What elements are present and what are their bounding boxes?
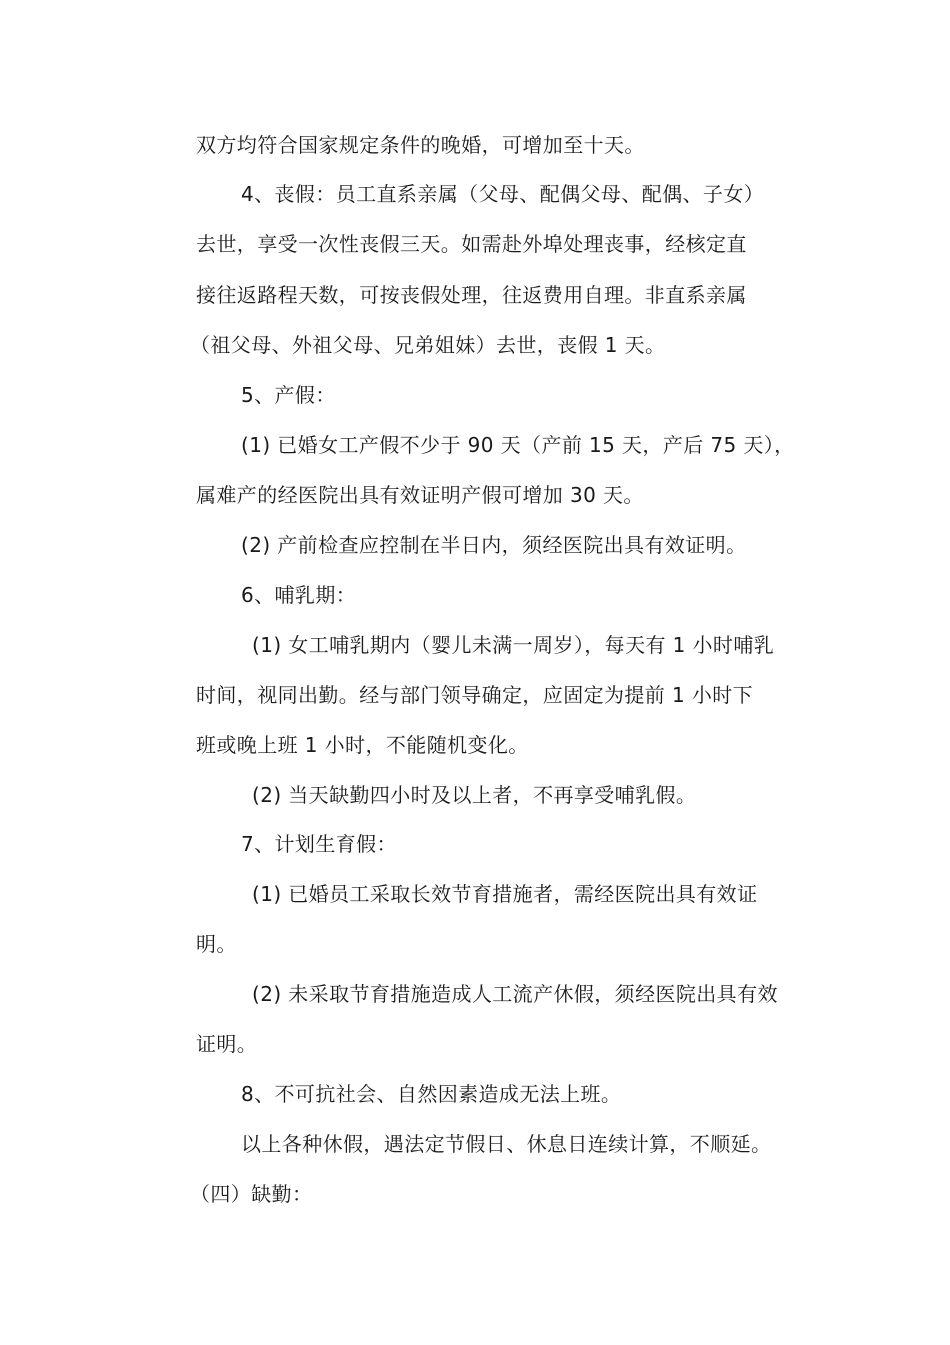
text-line: (2) 当天缺勤四小时及以上者，不再享受哺乳假。 [252, 783, 697, 807]
text-line: 8、不可抗社会、自然因素造成无法上班。 [241, 1082, 622, 1106]
text-line: 双方均符合国家规定条件的晚婚，可增加至十天。 [196, 133, 645, 157]
text-line: (2) 未采取节育措施造成人工流产休假，须经医院出具有效 [252, 982, 778, 1006]
text-line: （四）缺勤： [190, 1182, 313, 1206]
text-line: (1) 已婚女工产假不少于 90 天（产前 15 天，产后 75 天）， [241, 433, 795, 457]
text-line: 去世，享受一次性丧假三天。如需赴外埠处理丧事，经核定直 [196, 232, 747, 256]
text-line: (2) 产前检查应控制在半日内，须经医院出具有效证明。 [241, 533, 747, 557]
text-line: 7、计划生育假： [241, 832, 397, 856]
text-line: （祖父母、外祖父母、兄弟姐妹）去世，丧假 1 天。 [190, 333, 666, 357]
text-line: 以上各种休假，遇法定节假日、休息日连续计算，不顺延。 [241, 1132, 772, 1156]
text-line: 明。 [196, 932, 237, 956]
text-line: (1) 已婚员工采取长效节育措施者，需经医院出具有效证 [252, 882, 758, 906]
text-line: 证明。 [196, 1032, 258, 1056]
text-line: 班或晚上班 1 小时，不能随机变化。 [196, 733, 529, 757]
text-line: 6、哺乳期： [241, 583, 357, 607]
text-line: 5、产假： [241, 383, 336, 407]
text-line: 属难产的经医院出具有效证明产假可增加 30 天。 [196, 483, 644, 507]
text-line: 4、丧假：员工直系亲属（父母、配偶父母、配偶、子女） [241, 182, 765, 206]
text-line: 时间，视同出勤。经与部门领导确定，应固定为提前 1 小时下 [196, 683, 754, 707]
text-line: 接往返路程天数，可按丧假处理，往返费用自理。非直系亲属 [196, 283, 747, 307]
text-line: (1) 女工哺乳期内（婴儿未满一周岁），每天有 1 小时哺乳 [252, 633, 775, 657]
